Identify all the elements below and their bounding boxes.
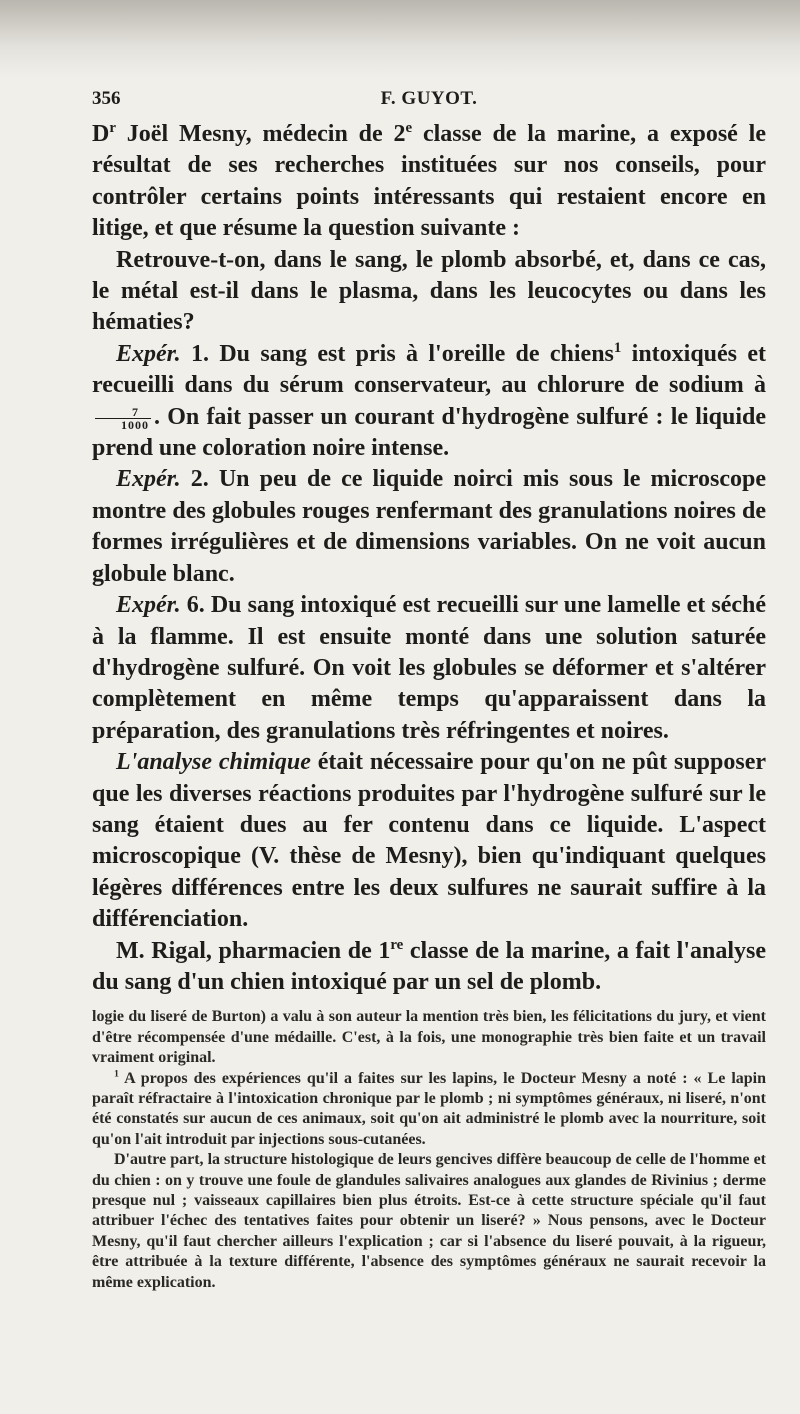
paragraph-exper-2 xyxy=(92,464,766,590)
paragraph-intro xyxy=(92,119,766,245)
exper-label: Expér. xyxy=(116,340,181,367)
scan-shadow xyxy=(0,0,800,78)
book-page xyxy=(92,88,766,1293)
rigal-text-a: M. Rigal, pharmacien de 1 xyxy=(116,937,391,964)
footnote-1 xyxy=(92,1069,766,1151)
fraction-denominator: 1000 xyxy=(121,417,149,432)
paragraph-exper-1 xyxy=(92,339,766,465)
exper-2-text: 2. Un peu de ce liquide noirci mis sous le microscope montre des globules rouges renfermant des granulations noires de formes irrégulières et de dimensions variables. On ne voit aucun globule blanc. xyxy=(92,466,766,587)
footnote-ref: 1 xyxy=(613,339,622,356)
title-abbrev: D xyxy=(92,121,110,147)
footnote-1-continued: D'autre part, la structure histologique de leurs gencives diffère beaucoup de celle de l'homme et du chien : on y trouve une foule de glandules salivaires analogues aux glandes de Rivinius ; derme presque nul ; vaisseaux capillaires bien plus étroits. Est-ce à cette structure spéciale qu'il faut attribuer l'échec des tentatives faites pour obtenir un liseré? » Nous pensons, avec le Docteur Mesny, qu'il faut chercher ailleurs l'explication ; car si l'absence du liseré pouvait, à la rigueur, être attribuée à la texture différente, l'absence des symptômes généraux ne saurait recevoir la même explication. xyxy=(92,1151,766,1291)
paragraph-exper-6 xyxy=(92,590,766,747)
footnote-marker: 1 xyxy=(114,1068,119,1080)
analysis-label: L'analyse chimique xyxy=(116,749,311,776)
exper-label: Expér. xyxy=(116,592,181,619)
footnotes xyxy=(92,1007,766,1293)
class-sup: re xyxy=(390,936,404,953)
running-header xyxy=(92,88,766,114)
running-title: F. GUYOT. xyxy=(380,88,478,109)
exper-1-text-b: intoxiqués et recueilli dans du sérum conservateur, au chlorure de sodium à xyxy=(92,340,766,399)
analysis-text: était nécessaire pour qu'on ne pût supposer que les diverses réactions produites par l'hydrogène sulfuré sur le sang étaient dues au fer contenu dans ce liquide. L'aspect microscopique (V. thèse de Mesny), bien qu'indiquant quelques légères différences entre les deux sulfures ne saurait suffire à la différenciation. xyxy=(92,749,767,933)
main-text xyxy=(92,119,766,998)
intro-text-a: Joël Mesny, médecin de 2 xyxy=(115,121,406,147)
class-sup: e xyxy=(405,120,413,136)
paragraph-analysis xyxy=(92,747,766,935)
exper-1-text-a: 1. Du sang est pris à l'oreille de chiens xyxy=(180,340,614,367)
page-number: 356 xyxy=(92,88,121,109)
exper-6-text: 6. Du sang intoxiqué est recueilli sur une lamelle et séché à la flamme. Il est ensuite monté dans une solution saturée d'hydrogène sulfuré. On voit les globules se déformer et s'altérer complètement en même temps qu'apparaissent dans la préparation, des granulations très réfringentes et noires. xyxy=(92,592,766,744)
exper-label: Expér. xyxy=(116,466,181,493)
footnote-1-text: A propos des expériences qu'il a faites sur les lapins, le Docteur Mesny a noté : « Le lapin paraît réfractaire à l'intoxication chronique par le plomb ; ni symptômes généraux, ni liseré, n'ont été constatés sur aucun de ces animaux, soit qu'on ait administré le plomb avec la nourriture, soit qu'on l'ait introduit par injections sous-cutanées. xyxy=(92,1069,766,1148)
exper-1-text-c: . On fait passer un courant d'hydrogène sulfuré : le liquide prend une coloration noire intense. xyxy=(92,403,766,462)
paragraph-question: Retrouve-t-on, dans le sang, le plomb absorbé, et, dans ce cas, le métal est-il dans le plasma, dans les leucocytes ou dans les hématies? xyxy=(92,246,766,336)
rigal-text-b: classe de la marine, a fait l'analyse du sang d'un chien intoxiqué par un sel de plomb. xyxy=(92,937,766,995)
fraction-numerator: 7 xyxy=(95,406,151,419)
intro-text-b: classe de la marine, a exposé le résultat de ses recherches instituées sur nos conseils, pour contrôler certains points intéressants qui restaient encore en litige, et que résume la question suivante : xyxy=(92,121,766,242)
title-sup: r xyxy=(109,120,116,136)
footnote-continued: logie du liseré de Burton) a valu à son auteur la mention très bien, les félicitations du jury, et vient d'être récompensée d'une médaille. C'est, à la fois, une monographie très bien faite et un travail vraiment original. xyxy=(92,1008,766,1067)
fraction xyxy=(95,406,151,431)
paragraph-rigal xyxy=(92,936,766,999)
